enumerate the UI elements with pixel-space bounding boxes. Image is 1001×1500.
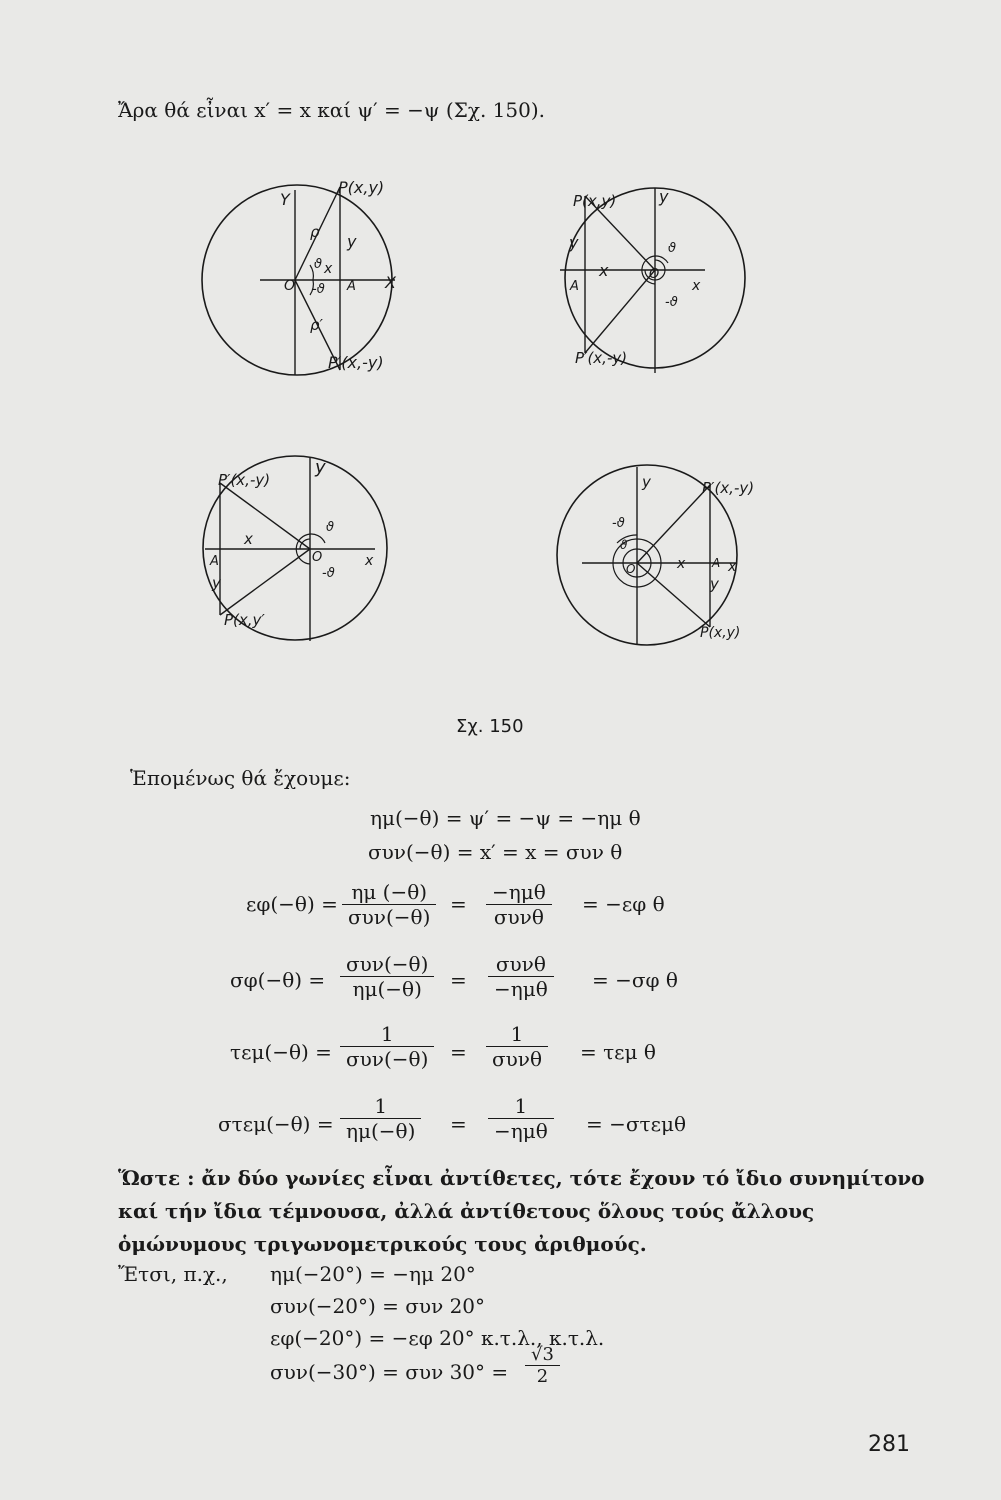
fig3-o-label: O (312, 550, 323, 565)
fig2-x-axis-label: x (692, 278, 701, 294)
eq-cot-lhs: σφ(−θ) = (230, 968, 326, 992)
eq-tan-den2: συνθ (493, 905, 544, 929)
eq-sec-num1: 1 (380, 1022, 394, 1046)
example-1: ημ(−20°) = −ημ 20° (270, 1262, 476, 1286)
example-4-lhs: συν(−30°) = συν 30° = (270, 1360, 509, 1384)
fig1-mtheta: -ϑ (312, 282, 325, 297)
figure-4 (552, 455, 762, 655)
fig1-theta: ϑ (314, 257, 323, 272)
eq-csc-lhs: στεμ(−θ) = (218, 1112, 334, 1136)
eq-csc-num2: 1 (514, 1094, 528, 1118)
intro-line: Ἄρα θά εἶναι x′ = x καί ψ′ = −ψ (Σχ. 150). (118, 98, 546, 122)
fig3-p-label: P′(x,-y) (218, 471, 271, 489)
eq-csc-num1: 1 (374, 1094, 388, 1118)
fig4-a-label: A (712, 556, 721, 570)
fig4-y-axis-label: y (642, 473, 651, 491)
eq-cot-den2: −ημθ (494, 977, 548, 1001)
fig1-o-label: O (284, 278, 296, 294)
example-4-den: 2 (536, 1366, 549, 1387)
fig1-ylab: y (347, 232, 357, 251)
fig1-x-axis-label: X (385, 273, 396, 292)
eq-csc-frac2 (488, 1094, 554, 1143)
fig3-mtheta: -ϑ (322, 566, 335, 581)
fig1-xlab: x (324, 261, 333, 277)
fig1-y-axis-label: Y (280, 190, 290, 209)
fig4-o-label: O (626, 562, 636, 576)
figure-2 (555, 178, 755, 378)
fig2-a-label: A (570, 279, 579, 294)
fig2-o-label: O (649, 267, 660, 282)
fig4-pp-label: P(x,y) (700, 625, 741, 641)
examples-lead: Ἔτσι, π.χ., (118, 1262, 228, 1286)
fig2-p-label: P(x,y) (573, 192, 617, 210)
eq-sec-num2: 1 (510, 1022, 524, 1046)
figure-caption: Σχ. 150 (456, 716, 524, 737)
theorem-statement: Ὥστε : ἄν δύο γωνίες εἶναι ἀντίθετες, τότε ἔχουν τό ἴδιο συνημίτονο καί τήν ἴδια τέμνουσα, ἀλλά ἀντίθετους ὅλους τούς ἄλλους ὁμώνυμους τριγωνομετρικούς τους ἀριθμούς. (118, 1166, 925, 1256)
eq-csc-den1: ημ(−θ) (346, 1119, 416, 1143)
example-2: συν(−20°) = συν 20° (270, 1294, 486, 1318)
eq-tan-den1: συν(−θ) (348, 905, 431, 929)
eq-cot-num2: συνθ (495, 952, 546, 976)
fig3-xlab: x (244, 530, 253, 548)
fig4-xlab: x (677, 556, 686, 572)
eq-tan-num2: −ημθ (492, 880, 546, 904)
eq-sec-rhs: = τεμ θ (580, 1040, 656, 1064)
fig4-x-axis-label: x (728, 559, 737, 575)
consequently-line: Ἑπομένως θά ἔχουμε: (130, 766, 351, 790)
example-4-num: √3 (531, 1344, 554, 1365)
fig2-xlab: x (599, 261, 609, 280)
eq-sec-den2: συνθ (492, 1047, 543, 1071)
eq-tan-frac2 (486, 880, 552, 929)
eq-sec-den1: συν(−θ) (346, 1047, 429, 1071)
fig1-a-label: A (347, 279, 356, 294)
eq-sin: ημ(−θ) = ψ′ = −ψ = −ημ θ (370, 806, 641, 830)
fig1-pp-label: P′(x,-y) (328, 353, 384, 372)
fig3-x-axis-label: x (365, 553, 374, 569)
eq-csc-frac1 (340, 1094, 421, 1143)
fig4-theta: -ϑ (612, 516, 625, 531)
figure-1 (200, 175, 430, 390)
fig4-p-label: P′(x,-y) (702, 479, 755, 497)
fig2-theta: ϑ (668, 241, 677, 256)
eq-cot-rhs: = −σφ θ (592, 968, 678, 992)
fig3-y-axis-label: y (315, 457, 326, 478)
eq-sec-lhs: τεμ(−θ) = (230, 1040, 332, 1064)
fig2-ylab: y (569, 233, 579, 252)
eq-cos: συν(−θ) = x′ = x = συν θ (368, 840, 623, 864)
eq-csc-rhs: = −στεμθ (586, 1112, 686, 1136)
fig2-pp-label: P′(x,-y) (575, 349, 628, 367)
fig3-ylab: y (212, 574, 221, 592)
fig1-rho-label: ρ (310, 223, 320, 241)
example-3: εφ(−20°) = −εφ 20° κ.τ.λ., κ.τ.λ. (270, 1326, 605, 1350)
eq-sec-frac2 (486, 1022, 548, 1071)
eq-cot-eq: = (450, 968, 467, 992)
fig1-rho2-label: ρ′ (310, 316, 323, 334)
eq-tan-rhs: = −εφ θ (582, 892, 665, 916)
eq-cot-num1: συν(−θ) (346, 952, 429, 976)
page-number: 281 (868, 1432, 910, 1457)
eq-cot-frac1 (340, 952, 434, 1001)
eq-cot-frac2 (488, 952, 554, 1001)
fig2-y-axis-label: y (659, 187, 669, 206)
fig3-theta: ϑ (326, 520, 335, 535)
eq-cot-den1: ημ(−θ) (352, 977, 422, 1001)
fig3-pp-label: P(x,y′ (224, 611, 265, 629)
fig3-a-label: A (210, 554, 219, 569)
figure-3 (200, 443, 400, 653)
eq-csc-den2: −ημθ (494, 1119, 548, 1143)
fig1-p-label: P(x,y) (338, 178, 385, 197)
eq-sec-eq: = (450, 1040, 467, 1064)
eq-csc-eq: = (450, 1112, 467, 1136)
eq-sec-frac1 (340, 1022, 434, 1071)
eq-tan-lhs: εφ(−θ) = (246, 892, 338, 916)
fig2-mtheta: -ϑ (665, 295, 678, 310)
eq-tan-frac1 (342, 880, 436, 929)
example-4-frac (525, 1344, 560, 1387)
eq-tan-eq: = (450, 892, 467, 916)
fig4-mtheta: ϑ (620, 538, 628, 552)
eq-tan-num1: ημ (−θ) (351, 880, 428, 904)
fig4-ylab: y (710, 575, 719, 593)
